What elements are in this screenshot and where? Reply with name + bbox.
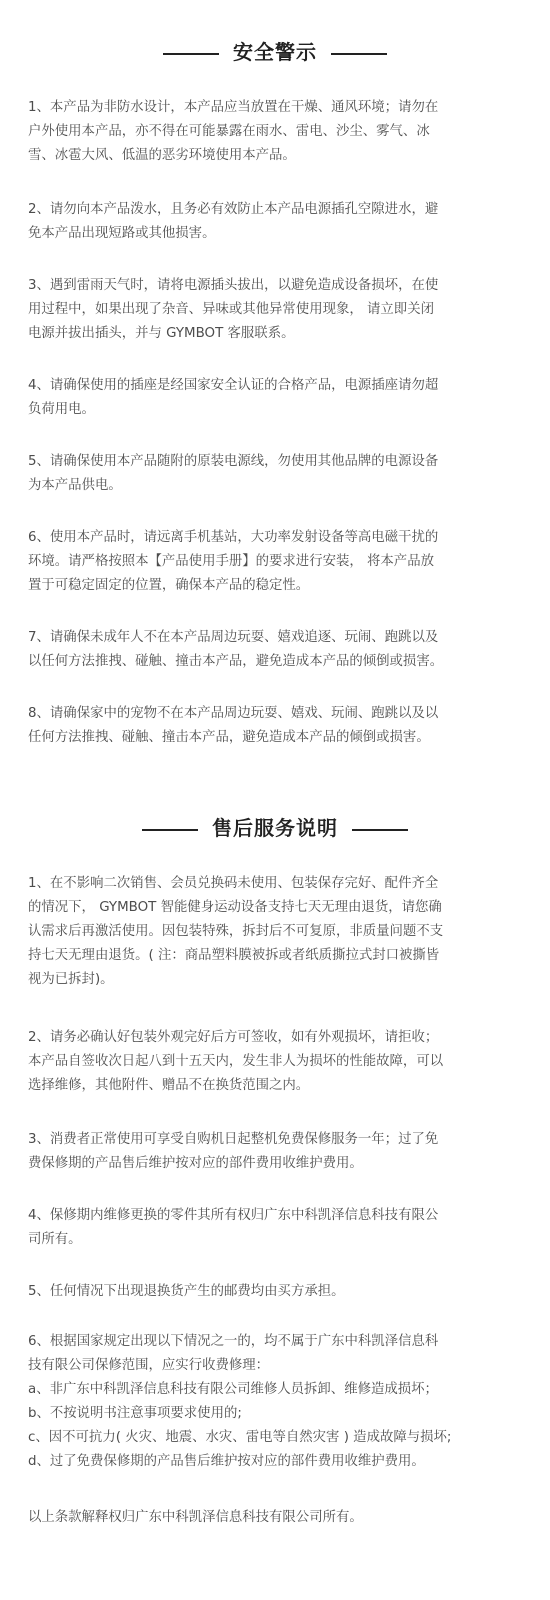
text-line: 2、请勿向本产品泼水，且务必有效防止本产品电源插孔空隙进水，避 bbox=[28, 202, 439, 217]
text-line: 司所有。 bbox=[28, 1232, 82, 1247]
text-line: 本产品自签收次日起八到十五天内，发生非人为损坏的性能故障，可以 bbox=[28, 1054, 444, 1069]
safety-item-1 bbox=[28, 96, 528, 168]
title-rule-left bbox=[163, 53, 219, 55]
service-item-4 bbox=[28, 1204, 528, 1252]
text-line: 以任何方法推拽、碰触、撞击本产品，避免造成本产品的倾倒或损害。 bbox=[28, 654, 444, 669]
text-line: 3、消费者正常使用可享受自购机日起整机免费保修服务一年；过了免 bbox=[28, 1132, 439, 1147]
text-line: d、过了免费保修期的产品售后维护按对应的部件费用收维护费用。 bbox=[28, 1454, 425, 1469]
safety-item-5 bbox=[28, 450, 528, 498]
text-line: 以上条款解释权归广东中科凯泽信息科技有限公司所有。 bbox=[28, 1510, 363, 1525]
text-line: a、非广东中科凯泽信息科技有限公司维修人员拆卸、维修造成损坏； bbox=[28, 1382, 438, 1397]
service-section-title bbox=[0, 814, 550, 842]
text-line: 为本产品供电。 bbox=[28, 478, 122, 493]
text-line: 1、在不影响二次销售、会员兑换码未使用、包装保存完好、配件齐全 bbox=[28, 876, 439, 891]
service-closing-statement bbox=[28, 1506, 528, 1530]
title-rule-right bbox=[331, 53, 387, 55]
text-line: 环境。请严格按照本【产品使用手册】的要求进行安装， 将本产品放 bbox=[28, 554, 434, 569]
safety-item-7 bbox=[28, 626, 528, 674]
text-line: 2、请务必确认好包装外观完好后方可签收，如有外观损坏，请拒收； bbox=[28, 1030, 439, 1045]
text-line: 负荷用电。 bbox=[28, 402, 95, 417]
service-item-3 bbox=[28, 1128, 528, 1176]
text-line: 持七天无理由退货。( 注：商品塑料膜被拆或者纸质撕拉式封口被撕皆 bbox=[28, 948, 440, 963]
text-line: b、不按说明书注意事项要求使用的; bbox=[28, 1406, 242, 1421]
service-item-2 bbox=[28, 1026, 528, 1098]
safety-item-8 bbox=[28, 702, 528, 750]
title-rule-left bbox=[142, 829, 198, 831]
text-line: 7、请确保未成年人不在本产品周边玩耍、嬉戏追逐、玩闹、跑跳以及 bbox=[28, 630, 439, 645]
title-rule-right bbox=[352, 829, 408, 831]
text-line: 5、请确保使用本产品随附的原装电源线，勿使用其他品牌的电源设备 bbox=[28, 454, 439, 469]
safety-item-4 bbox=[28, 374, 528, 422]
text-line: 8、请确保家中的宠物不在本产品周边玩耍、嬉戏、玩闹、跑跳以及以 bbox=[28, 706, 439, 721]
service-title-text: 售后服务说明 bbox=[212, 816, 338, 840]
text-line: 视为已拆封)。 bbox=[28, 972, 114, 987]
safety-item-3 bbox=[28, 274, 528, 346]
text-line: 选择维修，其他附件、赠品不在换货范围之内。 bbox=[28, 1078, 310, 1093]
safety-item-2 bbox=[28, 198, 528, 246]
text-line: 5、任何情况下出现退换货产生的邮费均由买方承担。 bbox=[28, 1284, 345, 1299]
text-line: 费保修期的产品售后维护按对应的部件费用收维护费用。 bbox=[28, 1156, 363, 1171]
text-line: 雪、冰雹大风、低温的恶劣环境使用本产品。 bbox=[28, 148, 296, 163]
text-line: 4、保修期内维修更换的零件其所有权归广东中科凯泽信息科技有限公 bbox=[28, 1208, 439, 1223]
text-line: 4、请确保使用的插座是经国家安全认证的合格产品，电源插座请勿超 bbox=[28, 378, 439, 393]
text-line: c、因不可抗力( 火灾、地震、水灾、雷电等自然灾害 ) 造成故障与损坏; bbox=[28, 1430, 452, 1445]
service-item-1 bbox=[28, 872, 528, 992]
text-line: 3、遇到雷雨天气时，请将电源插头拔出，以避免造成设备损坏，在使 bbox=[28, 278, 439, 293]
text-line: 免本产品出现短路或其他损害。 bbox=[28, 226, 216, 241]
text-line: 6、根据国家规定出现以下情况之一的，均不属于广东中科凯泽信息科 bbox=[28, 1334, 439, 1349]
text-line: 认需求后再激活使用。因包装特殊，拆封后不可复原，非质量问题不支 bbox=[28, 924, 444, 939]
safety-item-6 bbox=[28, 526, 528, 598]
text-line: 1、本产品为非防水设计，本产品应当放置在干燥、通风环境；请勿在 bbox=[28, 100, 439, 115]
service-item-6 bbox=[28, 1330, 528, 1474]
text-line: 6、使用本产品时，请远离手机基站，大功率发射设备等高电磁干扰的 bbox=[28, 530, 439, 545]
text-line: 任何方法推拽、碰触、撞击本产品，避免造成本产品的倾倒或损害。 bbox=[28, 730, 430, 745]
text-line: 技有限公司保修范围，应实行收费修理： bbox=[28, 1358, 270, 1373]
text-line: 用过程中，如果出现了杂音、异味或其他异常使用现象， 请立即关闭 bbox=[28, 302, 434, 317]
service-item-5 bbox=[28, 1280, 528, 1304]
text-line: 置于可稳定固定的位置，确保本产品的稳定性。 bbox=[28, 578, 310, 593]
safety-title-text: 安全警示 bbox=[233, 40, 317, 64]
text-line: 电源并拔出插头，并与 GYMBOT 客服联系。 bbox=[28, 326, 295, 341]
text-line: 的情况下， GYMBOT 智能健身运动设备支持七天无理由退货，请您确 bbox=[28, 900, 442, 915]
text-line: 户外使用本产品，亦不得在可能暴露在雨水、雷电、沙尘、雾气、冰 bbox=[28, 124, 430, 139]
safety-section-title bbox=[0, 38, 550, 66]
